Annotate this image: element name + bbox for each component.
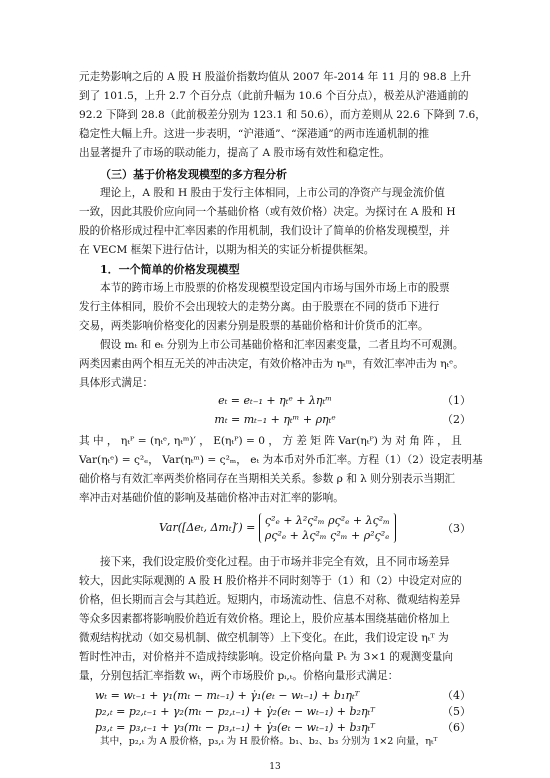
page-number: 13 [269,762,281,772]
equation-expression [159,513,396,543]
text-line: 出显著提升了市场的联动能力，提高了 A 股市场有效性和稳定性。 [79,147,391,159]
text-line: 量，分别包括汇率指数 wₜ，两个市场股价 pᵢ,ₜ。价格向量形式满足： [79,670,399,682]
text-line: Var(ηₜᵉ) = ς²ₑ， Var(ηₜᵐ) = ς²ₘ， eₜ 为本币对外币汇率。方程（1）（2）设定表明基 [79,454,483,466]
text-line: 发行主体相同，股价不会出现较大的走势分离。由于股票在不同的货币下进行 [79,301,440,313]
equation-expression: p₃,ₜ = p₃,ₜ₋₁ + γ₃(mₜ − p₃,ₜ₋₁) + γ̇₃(eₜ − wₜ₋₁) + b₃ηₜᵀ [95,721,375,734]
paragraph-price-process [79,553,471,686]
text-line: 较大，因此实际观测的 A 股 H 股价格并不同时刻等于（1）和（2）中设定对应的 [79,575,462,587]
text-line: 在 VECM 框架下进行估计，以期为相关的实证分析提供框架。 [79,244,375,256]
text-line: 假设 mₜ 和 eₜ 分别为上市公司基础价格和汇率因素变量，二者且均不可观测。 [100,339,464,351]
paragraph-model-setup [79,279,471,336]
text-line: 础价格与有效汇率两类价格同存在当期相关关系。参数 ρ 和 λ 则分别表示当期汇 [79,473,456,485]
text-line: 暂时性冲击，对价格并不造成持续影响。设定价格向量 Pₜ 为 3×1 的观测变量向 [79,651,453,663]
paragraph-premium-index [79,68,486,163]
text-line: 稳定性大幅上升。这进一步表明，“沪港通”、“深港通”的两市连通机制的推 [79,128,430,140]
section-heading: （三）基于价格发现模型的多方程分析 [100,168,287,181]
equation-6 [79,718,471,737]
text-line: 价格，但长期而言会与其趋近。短期内，市场流动性、信息不对称、微观结构差异 [79,594,461,606]
paragraph-variance [79,432,483,508]
matrix-row: ς²ₑ + λ²ς²ₘ ρς²ₑ + λς²ₘ [264,514,390,527]
equation-expression: p₂,ₜ = p₂,ₜ₋₁ + γ₂(mₜ − p₂,ₜ₋₁) + γ̇₂(eₜ − wₜ₋₁) + b₂ηₜᵀ [95,705,375,718]
text-line: 92.2 下降到 28.8（此前极差分别为 123.1 和 50.6），而方差则从 22.6 下降到 7.6， [79,109,486,121]
paragraph-assumption [79,336,471,393]
text-line: 一致，因此其股价应向同一个基础价格（或有效价格）决定。为探讨在 A 股和 H [79,206,456,218]
equation-number: （1） [442,394,471,407]
paragraph-observation [79,736,471,748]
text-line: 到了 101.5，上升 2.7 个百分点（此前升幅为 10.6 个百分点），极差从沪港通前的 [79,90,469,102]
text-line: 本节的跨市场上市股票的价格发现模型设定国内市场与国外市场上市的股票 [100,282,450,294]
text-line: 率冲击对基础价值的影响及基础价格冲击对汇率的影响。 [79,492,344,504]
text-line: 等众多因素都将影响股价趋近有效价格。理论上，股价应基本围绕基础价格加上 [79,613,450,625]
equation-number: （3） [442,522,471,535]
text-line: 微观结构扰动（如交易机制、做空机制等）上下变化。在此，我们设定设 ηₜᵀ 为 [79,632,449,644]
equation-expression: wₜ = wₜ₋₁ + γ₁(mₜ − mₜ₋₁) + γ̇₁(eₜ − wₜ₋₁) + b₁ηₜᵀ [95,689,360,702]
text-line: 交易，两类影响价格变化的因素分别是股票的基础价格和计价货币的汇率。 [79,320,429,332]
equation-expression: mₜ = mₜ₋₁ + ηₜᵐ + ρηₜᵉ [214,413,336,426]
text-line: 接下来，我们设定股价变化过程。由于市场并非完全有效，且不同市场差异 [100,556,450,568]
equation-number: （6） [442,721,471,734]
variance-matrix [259,513,396,543]
equation-expression: eₜ = eₜ₋₁ + ηₜᵉ + ληₜᵐ [218,394,332,407]
equation-1 [79,391,471,410]
equation-lhs: Var([Δeₜ, Δmₜ]′) = [159,521,256,534]
text-line: 具体形式满足： [79,377,154,389]
matrix-row: ρς²ₑ + λς²ₘ ς²ₘ + ρ²ς²ₑ [264,529,390,542]
equation-2 [79,410,471,429]
text-line: 股的价格形成过程中汇率因素的作用机制，我们设计了简单的价格发现模型，并 [79,225,450,237]
paragraph-theory [79,184,471,260]
equation-number: （2） [442,413,471,426]
equation-number: （4） [442,689,471,702]
text-line: 元走势影响之后的 A 股 H 股溢价指数均值从 2007 年-2014 年 11 月的 98.8 上升 [79,71,472,83]
subsection-heading: 1．一个简单的价格发现模型 [100,263,240,276]
text-line: 理论上，A 股和 H 股由于发行主体相同，上市公司的净资产与现金流价值 [100,187,445,199]
text-line: 两类因素由两个相互无关的冲击决定，有效价格冲击为 ηₜᵐ，有效汇率冲击为 ηₜᵉ。 [79,358,464,370]
equation-number: （5） [442,705,471,718]
text-line: 其中，p₂,ₜ 为 A 股价格，p₃,ₜ 为 H 股价格。b₁、b₂、b₃ 分别为 1×2 向量，ηₜᵀ [100,736,438,747]
text-line: 其 中 ， ηₜᴾ = (ηₜᵉ, ηₜᵐ)′ ， E(ηₜᴾ) = 0 ， 方 差 矩 阵 Var(ηₜᴾ) 为 对 角 阵 ， 且 [79,435,462,447]
equation-3 [79,510,471,550]
